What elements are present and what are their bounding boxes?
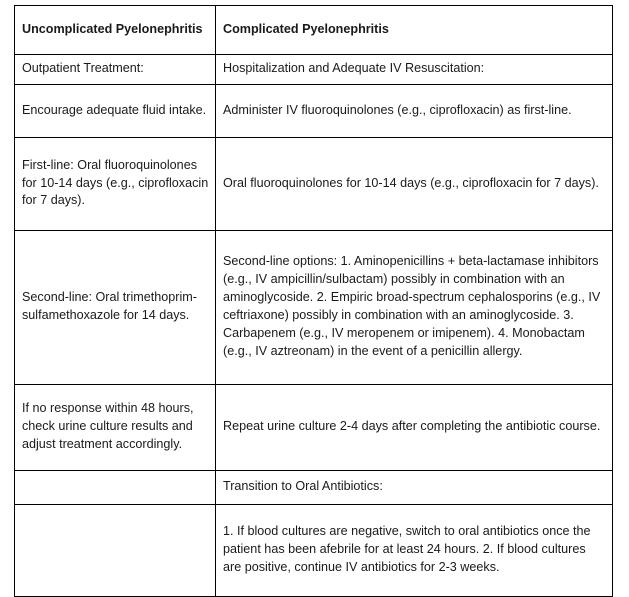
- cell-second-line-options: Second-line options: 1. Aminopenicillins + beta-lactamase inhibitors (e.g., IV ampicillin/sulbactam) possibly in combination with an aminoglycoside. 2. Empiric broad-spectrum cephalosporins (e.g., IV ceftriaxone) possibly in combination with an aminoglycoside. 3. Carbapenem (e.g., IV meropenem or imipenem). 4. Monobactam (e.g., IV aztreonam) in the event of a penicillin allergy.: [216, 231, 613, 385]
- cell-repeat-urine-culture: Repeat urine culture 2-4 days after completing the antibiotic course.: [216, 385, 613, 471]
- cell-no-response-48-hours: If no response within 48 hours, check urine culture results and adjust treatment accordingly.: [15, 385, 216, 471]
- table-row: [15, 505, 613, 597]
- table-row: [15, 55, 613, 85]
- cell-hospitalization-resuscitation: Hospitalization and Adequate IV Resuscitation:: [216, 55, 613, 85]
- cell-first-line-oral-fluoroquinolones: First-line: Oral fluoroquinolones for 10-14 days (e.g., ciprofloxacin for 7 days).: [15, 138, 216, 231]
- pyelonephritis-treatment-table: [14, 5, 613, 597]
- cell-administer-iv-fluoroquinolones: Administer IV fluoroquinolones (e.g., ciprofloxacin) as first-line.: [216, 85, 613, 138]
- cell-transition-oral-antibiotics: Transition to Oral Antibiotics:: [216, 471, 613, 505]
- cell-second-line-trimethoprim: Second-line: Oral trimethoprim-sulfamethoxazole for 14 days.: [15, 231, 216, 385]
- cell-oral-fluoroquinolones-duration: Oral fluoroquinolones for 10-14 days (e.g., ciprofloxacin for 7 days).: [216, 138, 613, 231]
- table-header-row: [15, 6, 613, 55]
- table-row: [15, 85, 613, 138]
- table-row: [15, 231, 613, 385]
- cell-encourage-fluid-intake: Encourage adequate fluid intake.: [15, 85, 216, 138]
- cell-blood-culture-guidance: 1. If blood cultures are negative, switch to oral antibiotics once the patient has been afebrile for at least 24 hours. 2. If blood cultures are positive, continue IV antibiotics for 2-3 weeks.: [216, 505, 613, 597]
- cell-empty-left-transition: [15, 471, 216, 505]
- column-header-complicated: Complicated Pyelonephritis: [216, 6, 613, 55]
- cell-outpatient-treatment: Outpatient Treatment:: [15, 55, 216, 85]
- cell-empty-left-blood-cultures: [15, 505, 216, 597]
- table-row: [15, 138, 613, 231]
- table-row: [15, 385, 613, 471]
- table-row: [15, 471, 613, 505]
- column-header-uncomplicated: Uncomplicated Pyelonephritis: [15, 6, 216, 55]
